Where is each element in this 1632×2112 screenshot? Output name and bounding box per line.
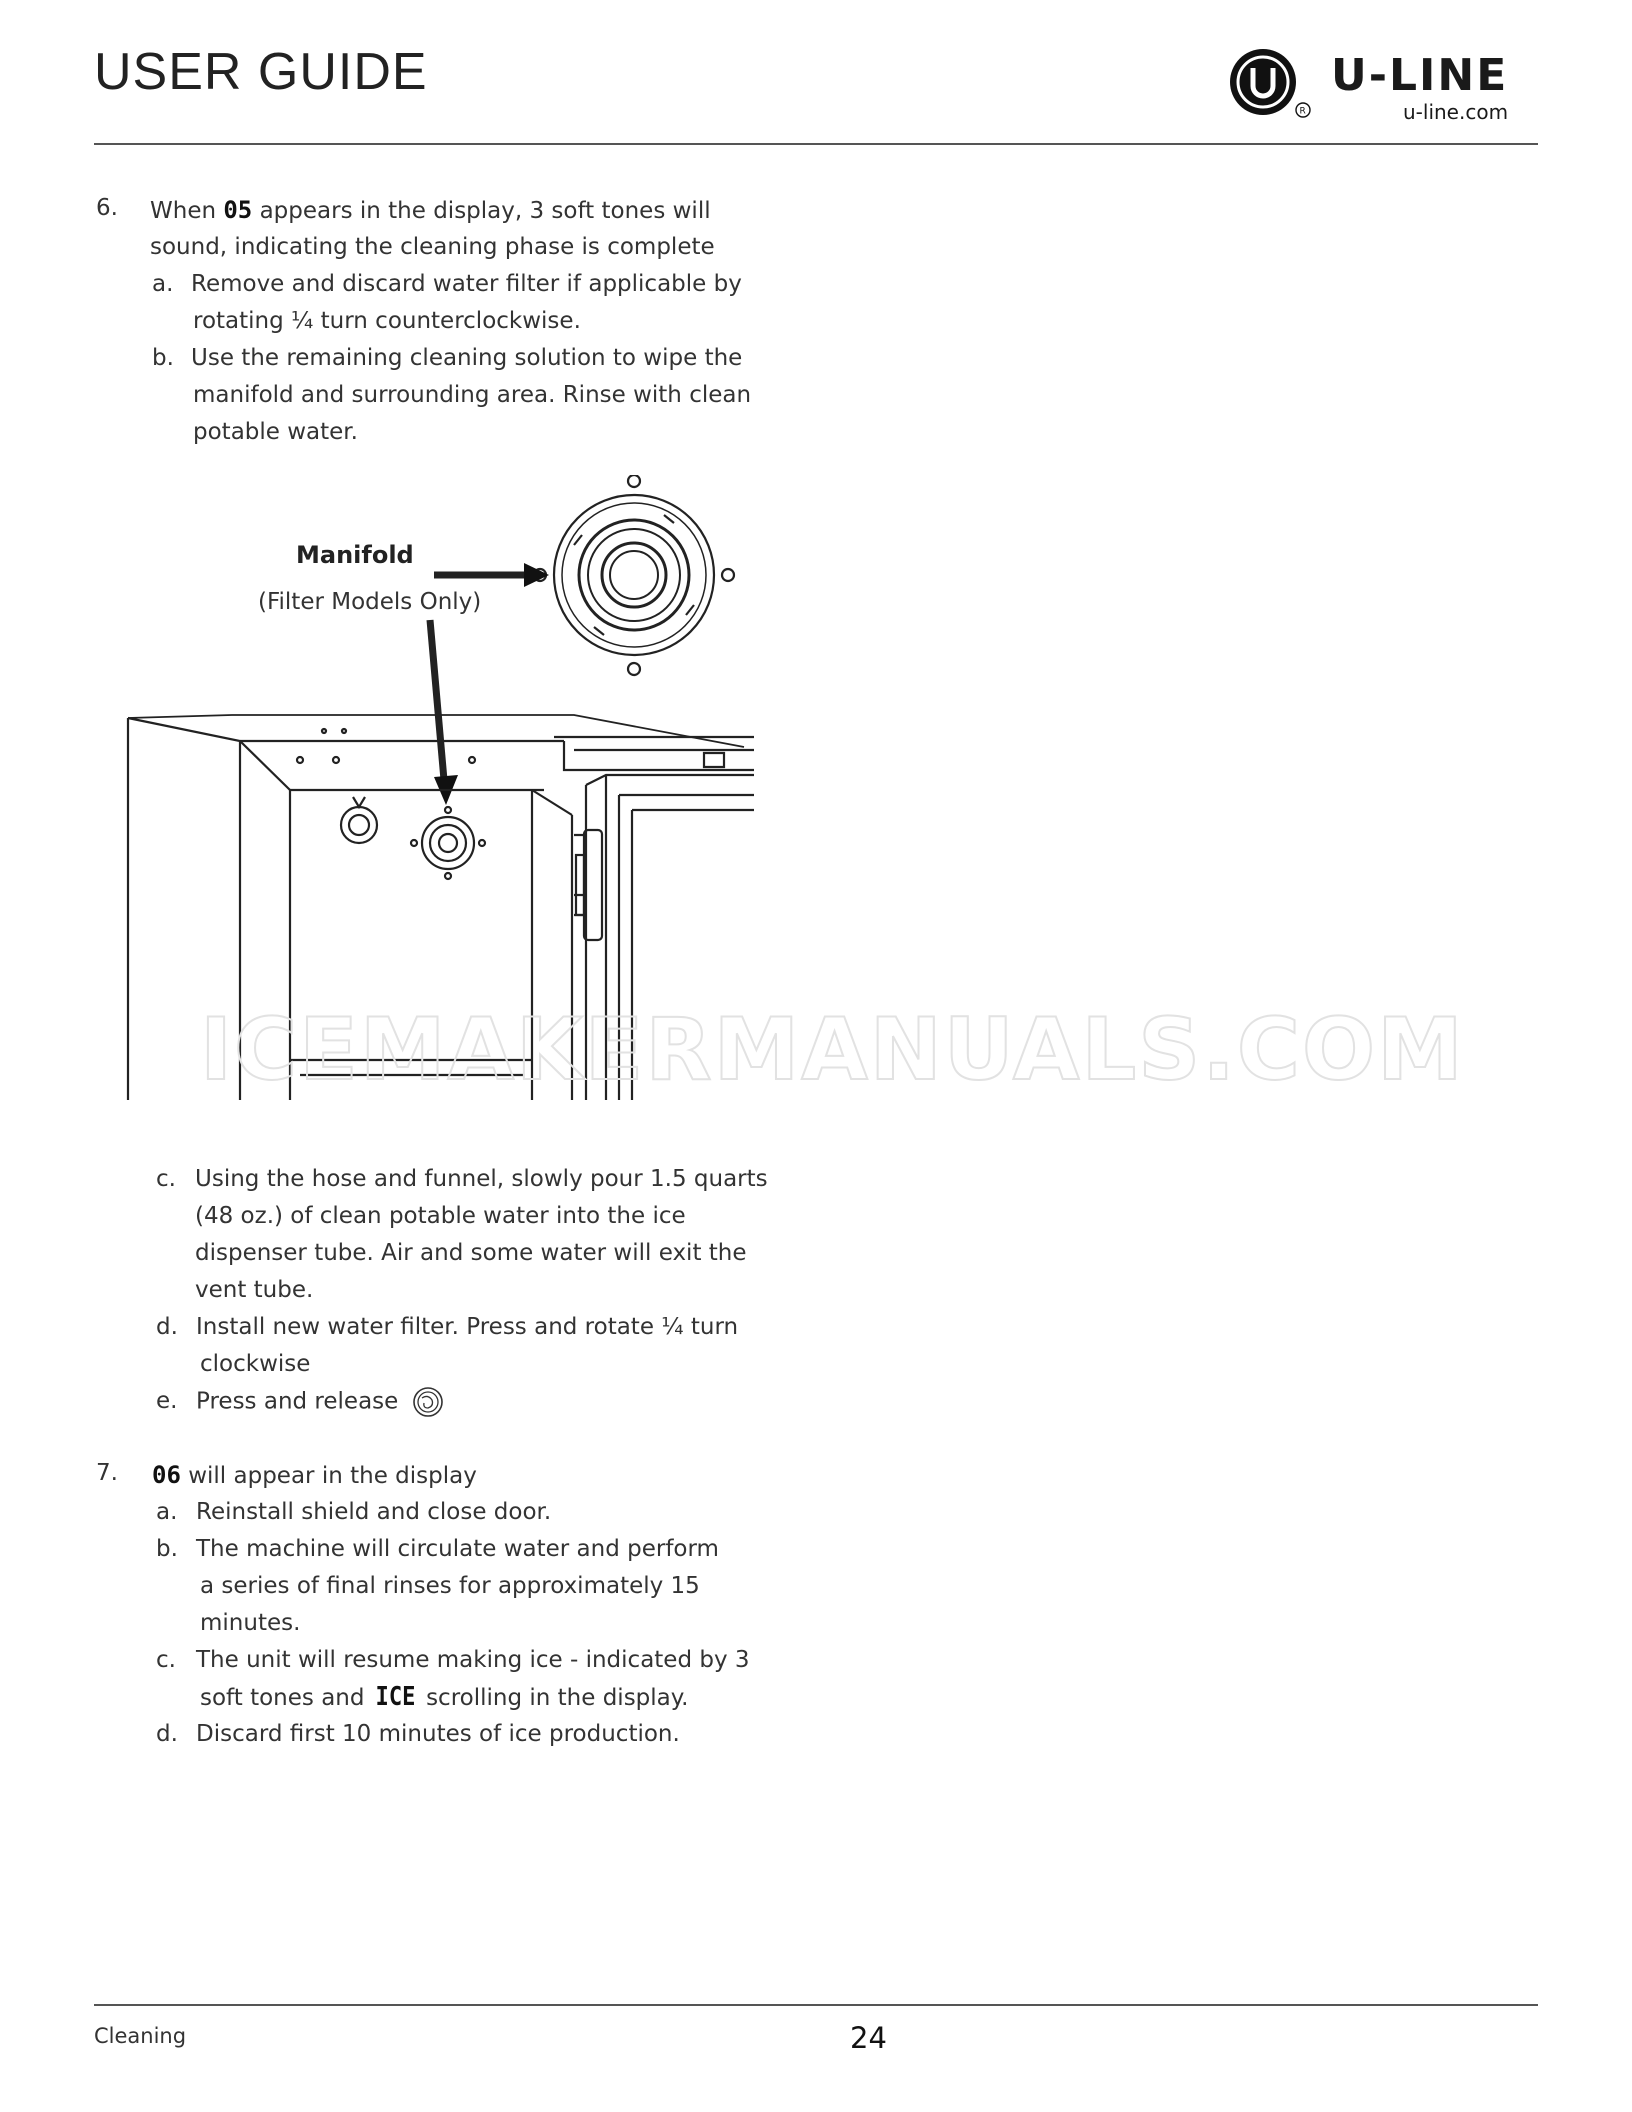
step-6-line-2: sound, indicating the cleaning phase is complete [150, 234, 715, 260]
step-6b-marker: b. [152, 345, 174, 371]
step-6b-line-1: Use the remaining cleaning solution to wipe the [191, 345, 743, 371]
manifold-detail [534, 475, 734, 675]
step-7b-line-3: minutes. [200, 1610, 301, 1636]
step-6c-line-3: dispenser tube. Air and some water will exit the [195, 1240, 747, 1266]
step-6e-text: Press and release [196, 1388, 399, 1415]
step-7c-line-2 [200, 1682, 688, 1713]
step-6e-line-1 [196, 1386, 444, 1418]
step-6e-marker: e. [156, 1388, 178, 1414]
step-6b-line-3: potable water. [193, 419, 358, 445]
u-line-logo-icon [1225, 44, 1325, 134]
display-code-ice: ICE [375, 1682, 416, 1712]
step-7-line-1-text: will appear in the display [188, 1463, 477, 1489]
footer-section-name: Cleaning [94, 2024, 187, 2048]
step-7b-marker: b. [156, 1536, 178, 1562]
figure-sublabel: (Filter Models Only) [258, 589, 482, 615]
svg-text:R: R [1299, 106, 1306, 117]
step-6c-line-1: Using the hose and funnel, slowly pour 1.5 quarts [195, 1166, 768, 1192]
step-6-when: When [150, 198, 217, 224]
step-6-number: 6. [96, 195, 118, 221]
step-7a-line-1: Reinstall shield and close door. [196, 1499, 552, 1525]
brand-url: u-line.com [1403, 100, 1509, 124]
step-7-line-1 [152, 1460, 477, 1491]
step-6d-marker: d. [156, 1314, 178, 1340]
step-7b-line-2: a series of final rinses for approximately 15 [200, 1573, 700, 1599]
step-7d-marker: d. [156, 1721, 178, 1747]
header-divider [94, 143, 1538, 145]
clean-cycle-icon [412, 1386, 444, 1418]
step-7c-marker: c. [156, 1647, 176, 1673]
step-6c-line-4: vent tube. [195, 1277, 314, 1303]
display-code-06: 06 [152, 1461, 181, 1489]
watermark: ICEMAKERMANUALS.COM [200, 1000, 1465, 1100]
page-number: 24 [850, 2021, 887, 2055]
step-7c-line-1: The unit will resume making ice - indicated by 3 [196, 1647, 750, 1673]
step-7b-line-1: The machine will circulate water and perform [196, 1536, 719, 1562]
step-7c-line-2-post: scrolling in the display. [426, 1685, 689, 1711]
step-6a-marker: a. [152, 271, 174, 297]
step-7-number: 7. [96, 1460, 118, 1486]
step-6b-line-2: manifold and surrounding area. Rinse with clean [193, 382, 752, 408]
step-6-line-1 [150, 195, 711, 226]
brand-name: U-LINE [1331, 50, 1509, 101]
step-7c-line-2-pre: soft tones and [200, 1685, 365, 1711]
step-6d-line-1: Install new water filter. Press and rotate ¼ turn [196, 1314, 739, 1340]
step-6d-line-2: clockwise [200, 1351, 311, 1377]
step-7d-line-1: Discard first 10 minutes of ice production. [196, 1721, 680, 1747]
step-7a-marker: a. [156, 1499, 178, 1525]
display-code-05: 05 [223, 196, 253, 224]
step-6-line-1-text: appears in the display, 3 soft tones will [259, 198, 711, 224]
step-6c-marker: c. [156, 1166, 176, 1192]
step-6a-line-2: rotating ¼ turn counterclockwise. [193, 308, 581, 334]
brand-logo [1225, 44, 1545, 134]
page-title: USER GUIDE [94, 43, 428, 101]
step-6a-line-1: Remove and discard water filter if applicable by [191, 271, 742, 297]
figure-label-manifold: Manifold [296, 541, 414, 569]
footer-divider [94, 2004, 1538, 2006]
step-6c-line-2: (48 oz.) of clean potable water into the ice [195, 1203, 686, 1229]
